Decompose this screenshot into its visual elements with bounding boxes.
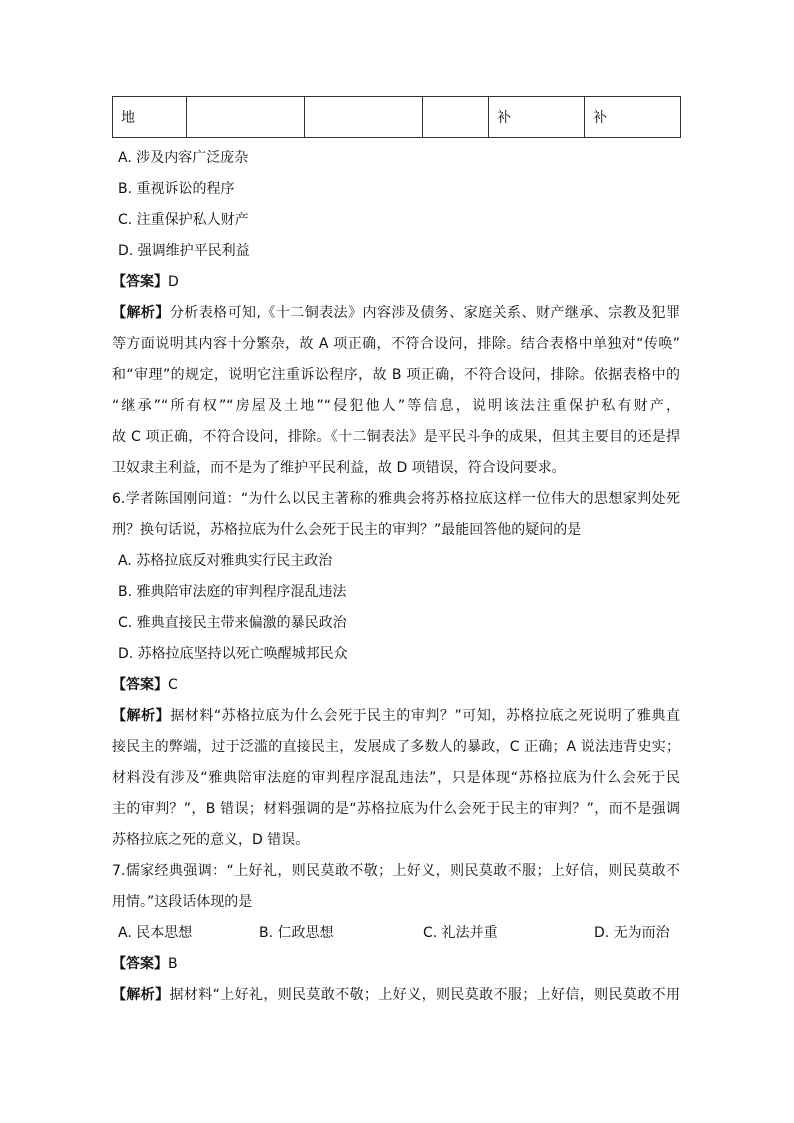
q7-stem-line: 7.儒家经典强调：“上好礼，则民莫敢不敬；上好义，则民莫敢不服；上好信，则民莫敢不 xyxy=(112,863,680,879)
q6-analysis-line: 【解析】据材料“苏格拉底为什么会死于民主的审判？”可知，苏格拉底之死说明了雅典直 xyxy=(112,708,680,724)
q6-option-d: D. 苏格拉底坚持以死亡唤醒城邦民众 xyxy=(118,646,348,662)
answer-label: 【答案】 xyxy=(112,274,168,290)
table-cell: 地 xyxy=(113,97,187,138)
q6-stem-line: 6.学者陈国刚问道：“为什么以民主著称的雅典会将苏格拉底这样一位伟大的思想家判处死 xyxy=(112,491,680,507)
table-cell xyxy=(423,97,489,138)
q5-analysis-line: 【解析】分析表格可知,《十二铜表法》内容涉及债务、家庭关系、财产继承、宗教及犯罪 xyxy=(112,305,680,321)
answer-label: 【答案】 xyxy=(112,677,168,693)
q5-analysis-line: 等方面说明其内容十分繁杂，故 A 项正确，不符合设问，排除。结合表格中单独对“传唤” xyxy=(112,336,680,352)
q5-analysis-line: “继承”“所有权”“房屋及土地”“侵犯他人”等信息，说明该法注重保护私有财产， xyxy=(112,398,680,414)
q7-option-c: C. 礼法并重 xyxy=(423,925,498,941)
table-cell xyxy=(305,97,423,138)
answer-label: 【答案】 xyxy=(112,956,168,972)
analysis-label: 【解析】 xyxy=(112,305,170,321)
q6-option-b: B. 雅典陪审法庭的审判程序混乱违法 xyxy=(118,584,347,600)
q6-analysis-line: 主的审判？”，B 错误；材料强调的是“苏格拉底为什么会死于民主的审判？”，而不是强调 xyxy=(112,801,680,817)
q6-option-c: C. 雅典直接民主带来偏激的暴民政治 xyxy=(118,615,347,631)
q6-analysis-line: 苏格拉底之死的意义，D 错误。 xyxy=(112,832,310,848)
question-content xyxy=(112,143,680,1011)
q5-option-c: C. 注重保护私人财产 xyxy=(118,212,249,228)
law-table-fragment xyxy=(112,96,681,138)
q7-stem-line: 用情。”这段话体现的是 xyxy=(112,894,253,910)
q7-option-d: D. 无为而治 xyxy=(594,925,670,941)
q6-answer xyxy=(112,670,680,701)
q6-stem-line: 刑？换句话说，苏格拉底为什么会死于民主的审判？”最能回答他的疑问的是 xyxy=(112,522,582,538)
q6-option-a: A. 苏格拉底反对雅典实行民主政治 xyxy=(118,553,333,569)
table-cell: 补 xyxy=(585,97,681,138)
answer-value: B xyxy=(168,956,178,972)
q5-option-d: D. 强调维护平民利益 xyxy=(118,243,250,259)
answer-value: D xyxy=(168,274,179,290)
answer-value: C xyxy=(168,677,178,693)
analysis-label: 【解析】 xyxy=(112,987,170,1003)
q7-option-b: B. 仁政思想 xyxy=(259,925,334,941)
q5-analysis-line: 卫奴隶主利益，而不是为了维护平民利益，故 D 项错误，符合设问要求。 xyxy=(112,460,566,476)
table-cell xyxy=(187,97,305,138)
q6-analysis-line: 材料没有涉及“雅典陪审法庭的审判程序混乱违法”，只是体现“苏格拉底为什么会死于民 xyxy=(112,770,680,786)
q7-option-a: A. 民本思想 xyxy=(118,925,193,941)
q5-option-a: A. 涉及内容广泛庞杂 xyxy=(118,150,249,166)
table-cell: 补 xyxy=(489,97,585,138)
q7-options-row xyxy=(118,918,680,949)
q5-analysis-line: 和“审理”的规定，说明它注重诉讼程序，故 B 项正确，不符合设问，排除。依据表格中的 xyxy=(112,367,680,383)
q6-analysis-line: 接民主的弊端，过于泛滥的直接民主，发展成了多数人的暴政，C 正确；A 说法违背史实； xyxy=(112,739,680,755)
q5-analysis-line: 故 C 项正确，不符合设问，排除。《十二铜表法》是平民斗争的成果，但其主要目的还是捍 xyxy=(112,429,680,445)
analysis-label: 【解析】 xyxy=(112,708,171,724)
q5-answer xyxy=(112,267,680,298)
q7-analysis-line: 【解析】据材料“上好礼，则民莫敢不敬；上好义，则民莫敢不服；上好信，则民莫敢不用 xyxy=(112,987,680,1003)
q5-option-b: B. 重视诉讼的程序 xyxy=(118,181,235,197)
q7-answer xyxy=(112,949,680,980)
table-row xyxy=(113,97,681,138)
